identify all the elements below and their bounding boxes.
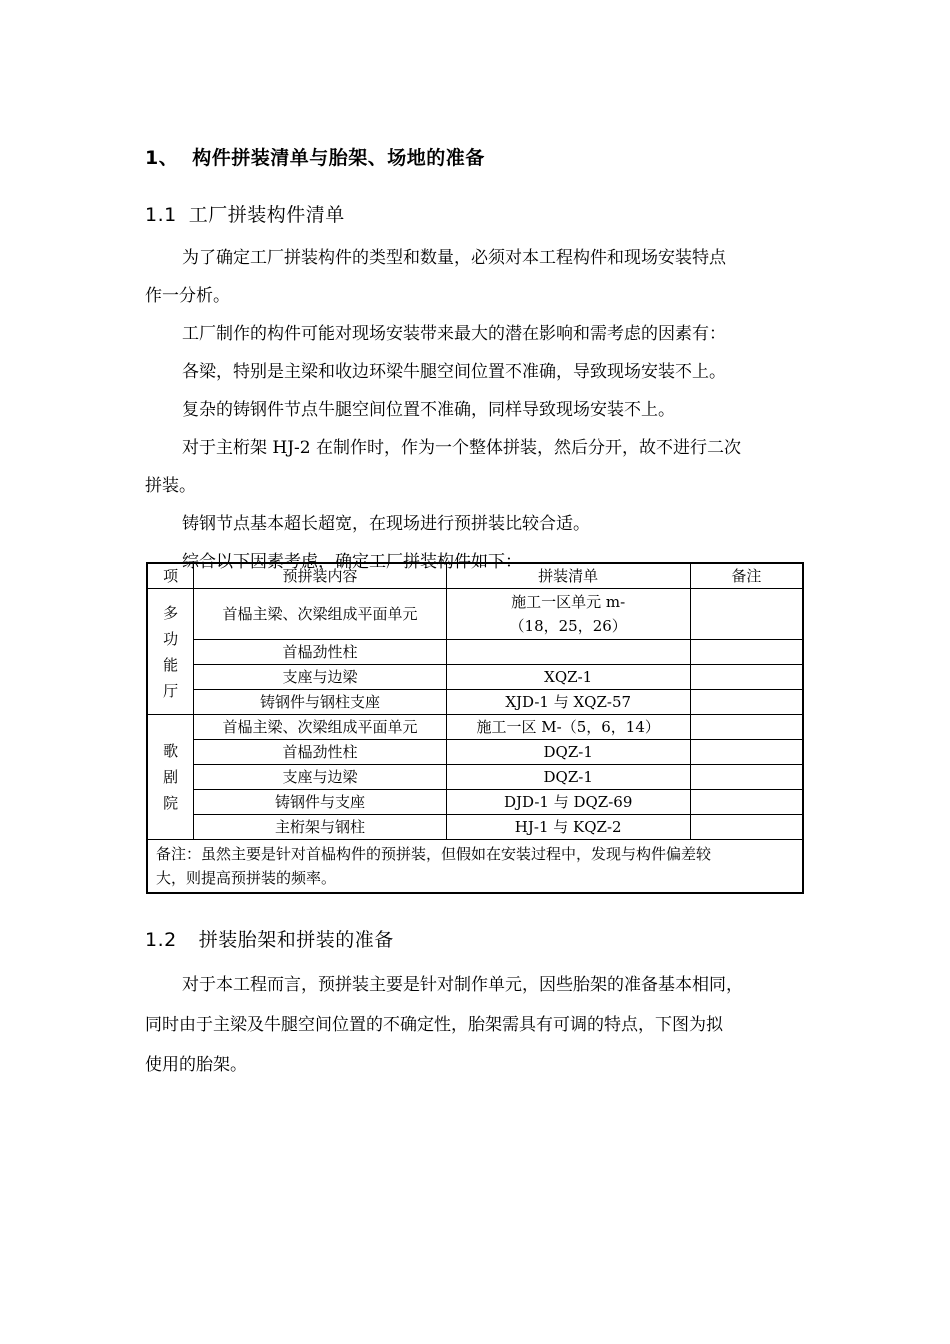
cell-note — [690, 715, 803, 740]
cell-content: 支座与边梁 — [194, 665, 446, 690]
cell-content: 支座与边梁 — [194, 765, 446, 790]
cell-content: 首榀劲性柱 — [194, 640, 446, 665]
table-row — [147, 690, 803, 715]
table-row — [147, 640, 803, 665]
table-row — [147, 589, 803, 640]
table-row — [147, 740, 803, 765]
paragraph-beams: 各梁，特别是主梁和收边环梁牛腿空间位置不准确，导致现场安装不上。 — [182, 362, 726, 382]
table-header-row — [147, 563, 803, 589]
cell-list: XJD-1 与 XQZ-57 — [446, 690, 690, 715]
section-heading-1-1 — [145, 200, 345, 227]
footnote-line: 大，则提高预拼装的频率。 — [156, 869, 337, 887]
group-char: 歌 — [163, 742, 179, 760]
table-row — [147, 665, 803, 690]
group-multipurpose-hall — [147, 589, 194, 715]
cell-content: 铸钢件与钢柱支座 — [194, 690, 446, 715]
section-title: 工厂拼装构件清单 — [188, 204, 345, 226]
table-row — [147, 715, 803, 740]
section-heading-1-2 — [145, 925, 394, 952]
group-char: 多 — [163, 603, 179, 622]
header-list: 拼装清单 — [446, 563, 690, 589]
paragraph-cast-nodes: 铸钢节点基本超长超宽，在现场进行预拼装比较合适。 — [182, 514, 590, 534]
cell-list — [446, 640, 690, 665]
section-title: 拼装胎架和拼装的准备 — [198, 929, 394, 951]
paragraph-factors: 工厂制作的构件可能对现场安装带来最大的潜在影响和需考虑的因素有： — [182, 324, 726, 344]
cell-note — [690, 665, 803, 690]
group-opera-house — [147, 715, 194, 840]
paragraph-line: 作一分析。 — [145, 286, 230, 306]
table-row — [147, 765, 803, 790]
header-note: 备注 — [690, 563, 803, 589]
cell-note — [690, 690, 803, 715]
section-number: 1.2 — [145, 929, 177, 951]
cell-list-line: （18，25，26） — [509, 617, 627, 635]
footnote-line: 备注：虽然主要是针对首榀构件的预拼装，但假如在安装过程中，发现与构件偏差较 — [156, 845, 712, 863]
group-char: 功 — [163, 629, 179, 648]
paragraph-fixture — [145, 965, 805, 1085]
cell-list — [446, 589, 690, 640]
cell-list: DQZ-1 — [446, 740, 690, 765]
cell-note — [690, 790, 803, 815]
table-footnote — [147, 840, 803, 894]
paragraph-castings: 复杂的铸钢件节点牛腿空间位置不准确，同样导致现场安装不上。 — [182, 400, 675, 420]
paragraph-line: 为了确定工厂拼装构件的类型和数量，必须对本工程构件和现场安装特点 — [182, 248, 726, 268]
group-char: 能 — [163, 655, 179, 674]
paragraph-summary: 综合以下因素考虑，确定工厂拼装构件如下： — [182, 552, 522, 572]
cell-note — [690, 740, 803, 765]
cell-content: 主桁架与钢柱 — [194, 815, 446, 840]
paragraph-line: 拼装。 — [145, 476, 196, 496]
group-char: 剧 — [163, 768, 179, 786]
chapter-number: 1、 — [145, 147, 179, 169]
group-char: 厅 — [163, 681, 179, 700]
cell-note — [690, 640, 803, 665]
chapter-title: 构件拼装清单与胎架、场地的准备 — [192, 147, 485, 169]
group-char: 院 — [163, 794, 179, 812]
cell-note — [690, 589, 803, 640]
table-footnote-row — [147, 840, 803, 894]
cell-list: DJD-1 与 DQZ-69 — [446, 790, 690, 815]
cell-list: DQZ-1 — [446, 765, 690, 790]
cell-content: 铸钢件与支座 — [194, 790, 446, 815]
cell-list: 施工一区 M-（5，6，14） — [446, 715, 690, 740]
paragraph-line: 使用的胎架。 — [145, 1055, 247, 1075]
assembly-list-table — [146, 562, 804, 894]
header-content: 预拼装内容 — [194, 563, 446, 589]
paragraph-line: 同时由于主梁及牛腿空间位置的不确定性，胎架需具有可调的特点，下图为拟 — [145, 1015, 723, 1035]
paragraph-line: 对于本工程而言，预拼装主要是针对制作单元，因些胎架的准备基本相同， — [182, 975, 743, 995]
chapter-heading — [145, 143, 485, 170]
cell-note — [690, 815, 803, 840]
cell-list: XQZ-1 — [446, 665, 690, 690]
table-row — [147, 815, 803, 840]
paragraph-line: 对于主桁架 HJ-2 在制作时，作为一个整体拼装，然后分开，故不进行二次 — [182, 438, 742, 458]
paragraph-intro — [145, 239, 805, 581]
cell-content: 首榀主梁、次梁组成平面单元 — [194, 589, 446, 640]
cell-note — [690, 765, 803, 790]
header-item: 项 — [147, 563, 194, 589]
cell-content: 首榀主梁、次梁组成平面单元 — [194, 715, 446, 740]
table-row — [147, 790, 803, 815]
section-number: 1.1 — [145, 204, 177, 226]
cell-content: 首榀劲性柱 — [194, 740, 446, 765]
cell-list: HJ-1 与 KQZ-2 — [446, 815, 690, 840]
cell-list-line: 施工一区单元 m- — [511, 593, 626, 611]
